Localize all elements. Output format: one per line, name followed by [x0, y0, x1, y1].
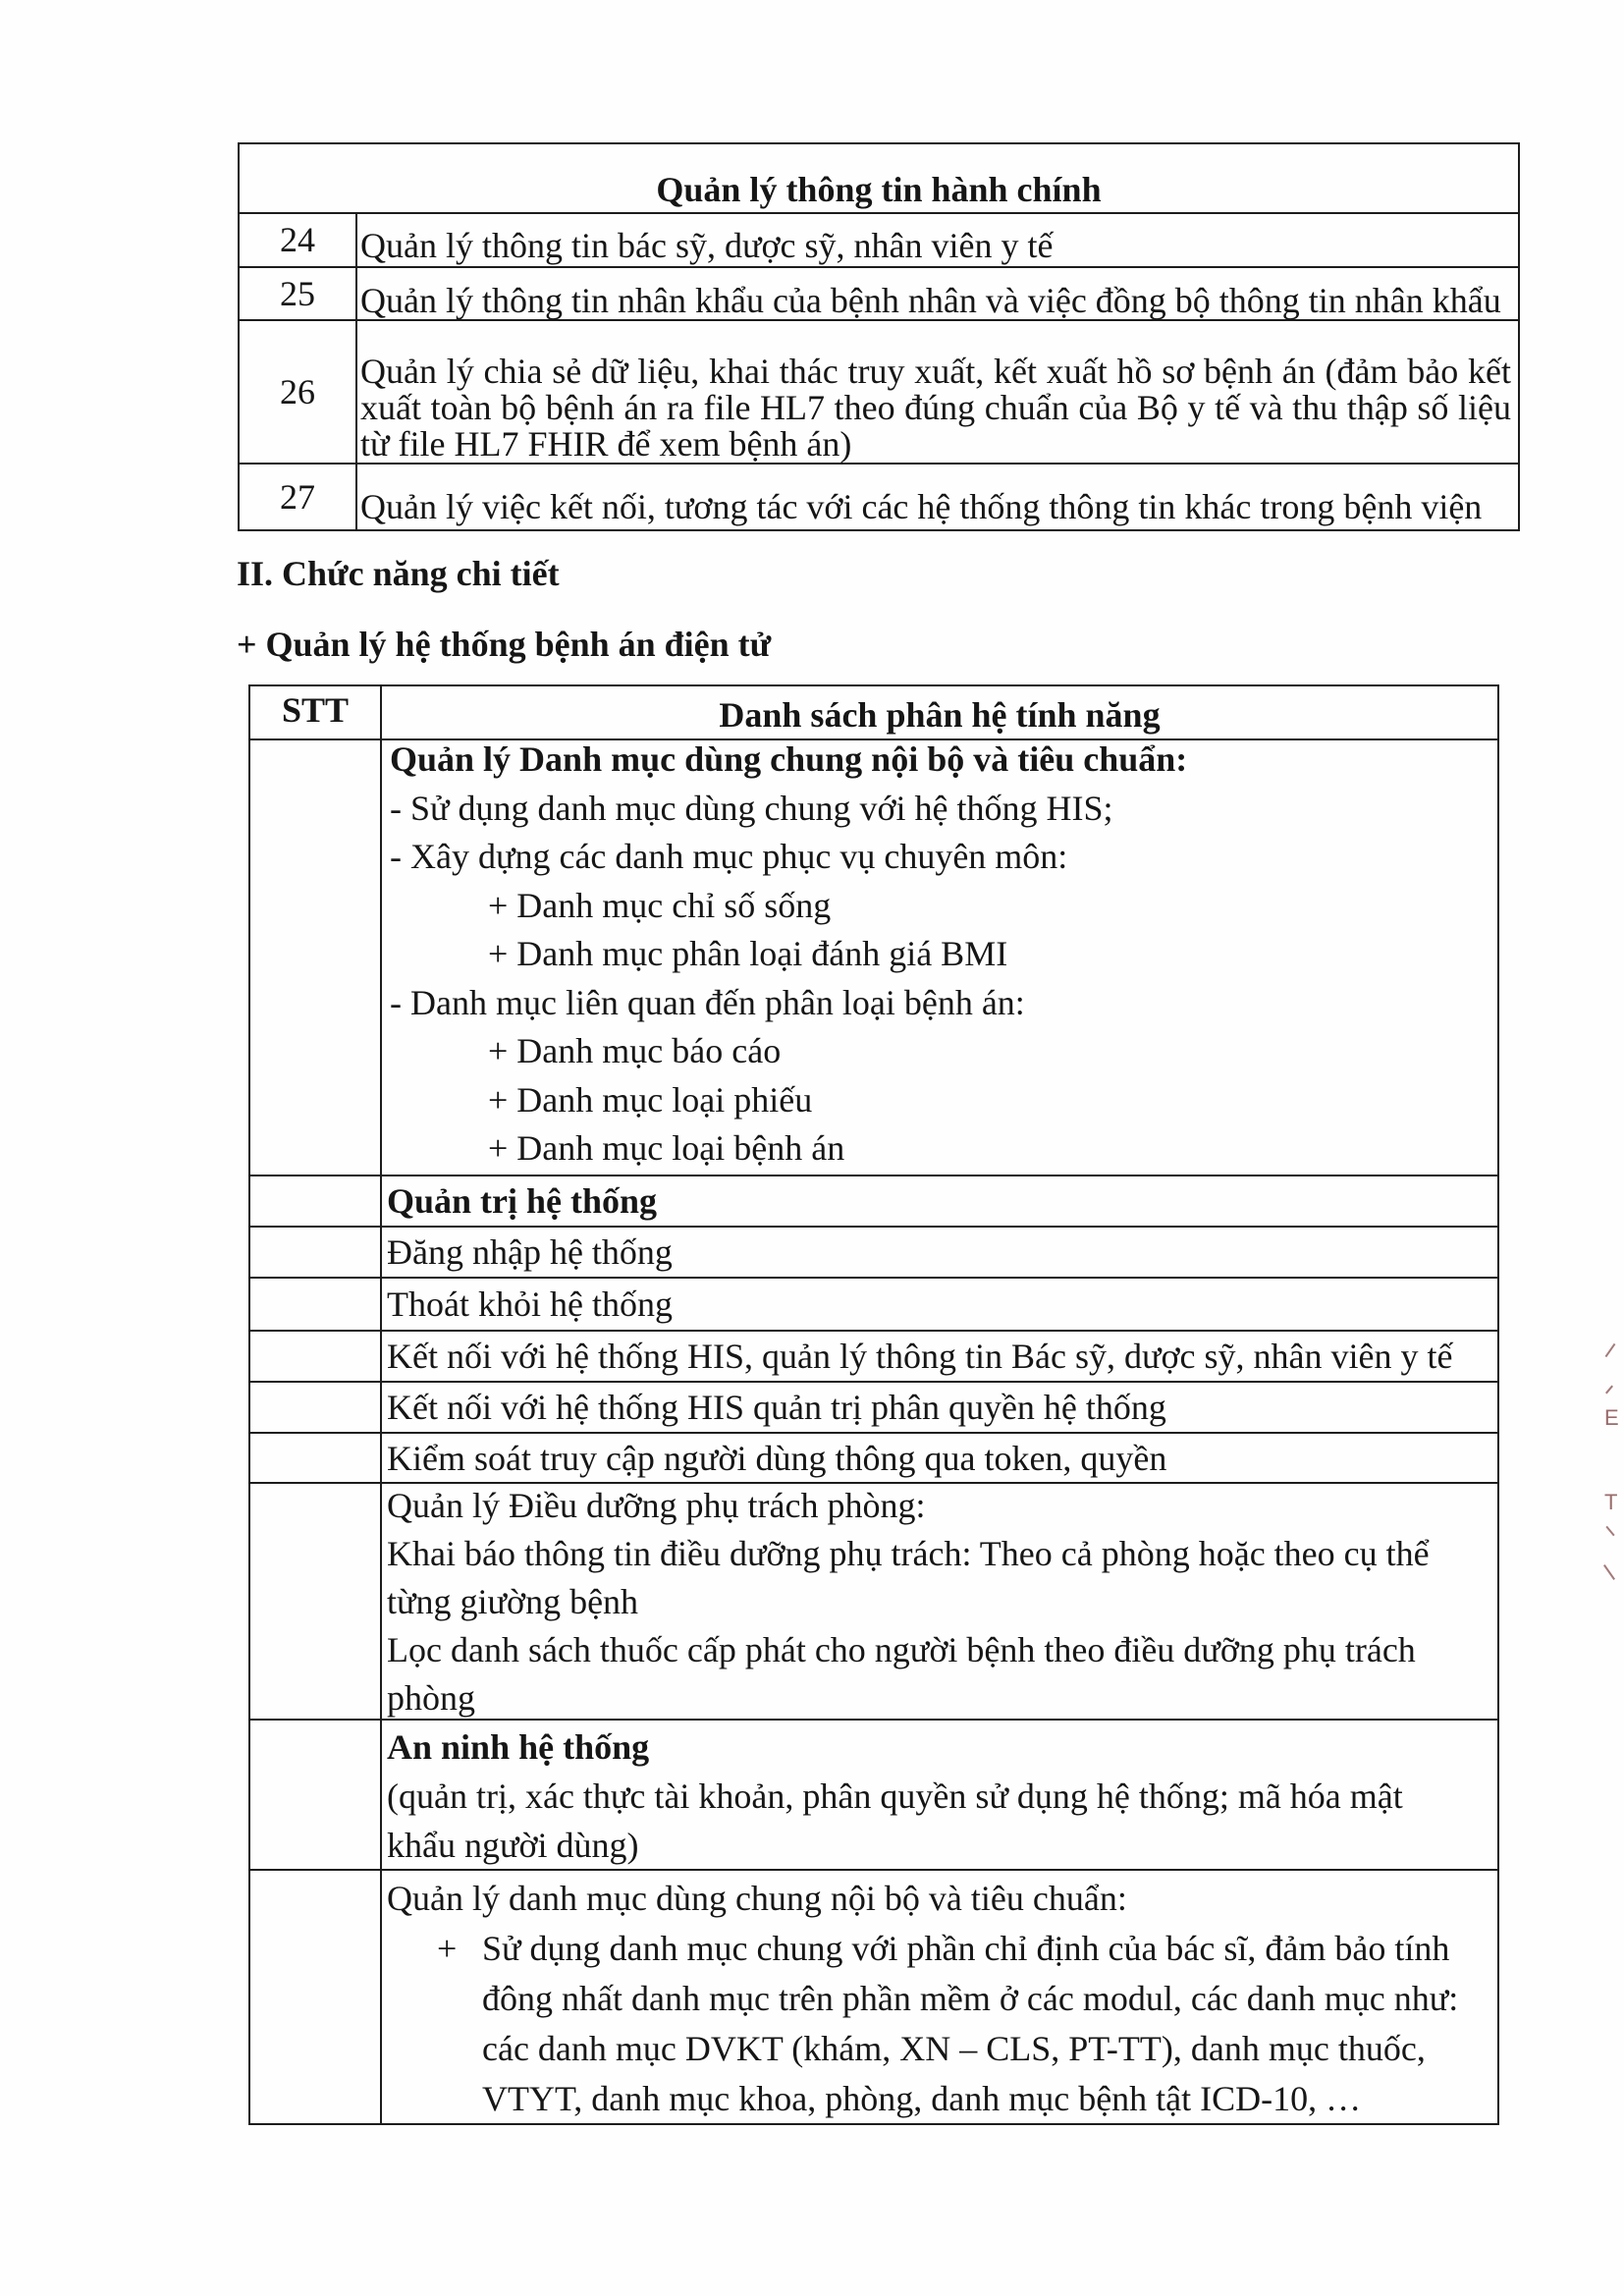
- stt-cell: [250, 740, 382, 1176]
- stt-cell: 27: [240, 465, 357, 531]
- stamp-stroke: [1603, 1564, 1615, 1580]
- stamp-letter: E: [1604, 1405, 1619, 1430]
- feature-text: Quản lý thông tin bác sỹ, dược sỹ, nhân viên y tế: [360, 226, 1054, 265]
- feature-cell: [382, 1721, 1499, 1871]
- feature-group-title: Quản trị hệ thống: [387, 1181, 658, 1221]
- feature-text-line: đông nhất danh mục trên phần mềm ở các modul, các danh mục như:: [482, 1979, 1459, 2018]
- stamp-fragment: [1598, 1336, 1622, 1591]
- feature-cell: [357, 321, 1520, 465]
- feature-text-line: Sử dụng danh mục chung với phần chỉ định của bác sĩ, đảm bảo tính: [482, 1929, 1450, 1968]
- stt-cell: 25: [240, 268, 357, 321]
- section-title: II. Chức năng chi tiết: [237, 554, 560, 593]
- stt-column-header: STT: [250, 686, 382, 740]
- feature-text-line: Lọc danh sách thuốc cấp phát cho người bệnh theo điều dưỡng phụ trách: [387, 1630, 1416, 1669]
- feature-text-line: VTYT, danh mục khoa, phòng, danh mục bệnh tật ICD-10, …: [482, 2079, 1362, 2118]
- feature-text-line: (quản trị, xác thực tài khoản, phân quyền sử dụng hệ thống; mã hóa mật: [387, 1777, 1403, 1816]
- sub-list-item: + Danh mục báo cáo: [488, 1031, 782, 1070]
- feature-text: Kết nối với hệ thống HIS, quản lý thông tin Bác sỹ, dược sỹ, nhân viên y tế: [387, 1337, 1453, 1376]
- bullet-item: [387, 1924, 1497, 2124]
- sub-list-item: + Danh mục phân loại đánh giá BMI: [488, 934, 1008, 973]
- stt-cell: [250, 1279, 382, 1332]
- feature-text-line: Quản lý chia sẻ dữ liệu, khai thác truy xuất, kết xuất hồ sơ bệnh án (đảm bảo kết: [360, 352, 1511, 391]
- feature-cell: [382, 1176, 1499, 1228]
- feature-text: Thoát khỏi hệ thống: [387, 1285, 673, 1324]
- feature-cell: [382, 1279, 1499, 1332]
- feature-text-line: phòng: [387, 1678, 475, 1718]
- stt-cell: [250, 1871, 382, 2125]
- feature-cell: [382, 1871, 1499, 2125]
- table-section-header: [240, 144, 1520, 214]
- stt-cell: [250, 1434, 382, 1484]
- stt-cell: [250, 1176, 382, 1228]
- list-item: - Danh mục liên quan đến phân loại bệnh án:: [390, 982, 1025, 1022]
- stt-cell: [250, 1484, 382, 1721]
- subsection-title: + Quản lý hệ thống bệnh án điện tử: [237, 625, 772, 664]
- feature-text: Kết nối với hệ thống HIS quản trị phân quyền hệ thống: [387, 1388, 1166, 1427]
- stt-cell: 26: [240, 321, 357, 465]
- feature-cell: [357, 268, 1520, 321]
- stamp-letter: T: [1604, 1490, 1618, 1514]
- stamp-stroke: [1605, 1526, 1614, 1536]
- feature-cell: [382, 1484, 1499, 1721]
- feature-text: Kiểm soát truy cập người dùng thông qua token, quyền: [387, 1438, 1167, 1478]
- stt-cell: 24: [240, 214, 357, 268]
- stamp-stroke: [1605, 1343, 1616, 1357]
- list-item: - Sử dụng danh mục dùng chung với hệ thống HIS;: [390, 788, 1113, 828]
- bullet-marker: +: [437, 1929, 458, 1968]
- stt-cell: [250, 1228, 382, 1279]
- sub-list-item: + Danh mục loại bệnh án: [488, 1128, 845, 1168]
- feature-group-title: Quản lý Điều dưỡng phụ trách phòng:: [387, 1486, 926, 1525]
- emr-feature-table: [248, 684, 1499, 2125]
- sub-list-item: + Danh mục loại phiếu: [488, 1079, 813, 1120]
- feature-cell: [382, 1383, 1499, 1434]
- feature-text-line: các danh mục DVKT (khám, XN – CLS, PT-TT), danh mục thuốc,: [482, 2029, 1426, 2068]
- stt-cell: [250, 1721, 382, 1871]
- feature-text-line: khẩu người dùng): [387, 1826, 639, 1865]
- feature-text-line: từng giường bệnh: [387, 1582, 639, 1621]
- feature-group-title: Quản lý Danh mục dùng chung nội bộ và tiêu chuẩn:: [390, 739, 1188, 779]
- feature-text-line: từ file HL7 FHIR để xem bệnh án): [360, 424, 852, 464]
- feature-cell: [382, 740, 1499, 1176]
- stt-cell: [250, 1383, 382, 1434]
- admin-info-table: [238, 142, 1520, 531]
- feature-text-line: Khai báo thông tin điều dưỡng phụ trách: Theo cả phòng hoặc theo cụ thể: [387, 1534, 1430, 1573]
- bullet-text: [482, 1924, 1458, 2124]
- feature-cell: [382, 1332, 1499, 1383]
- feature-text: Quản lý thông tin nhân khẩu của bệnh nhân và việc đồng bộ thông tin nhân khẩu: [360, 281, 1501, 320]
- feature-column-header: Danh sách phân hệ tính năng: [382, 686, 1499, 740]
- stt-cell: [250, 1332, 382, 1383]
- section-header-label: Quản lý thông tin hành chính: [656, 170, 1102, 209]
- list-item: - Xây dựng các danh mục phục vụ chuyên môn:: [390, 837, 1068, 876]
- feature-text: Quản lý việc kết nối, tương tác với các hệ thống thông tin khác trong bệnh viện: [360, 487, 1483, 526]
- feature-cell: [357, 465, 1520, 531]
- feature-text: Đăng nhập hệ thống: [387, 1232, 673, 1272]
- feature-group-title: Quản lý danh mục dùng chung nội bộ và tiêu chuẩn:: [387, 1879, 1127, 1918]
- feature-group-title: An ninh hệ thống: [387, 1727, 650, 1767]
- stamp-stroke: [1605, 1386, 1613, 1394]
- sub-list-item: + Danh mục chỉ số sống: [488, 885, 832, 925]
- feature-cell: [357, 214, 1520, 268]
- feature-cell: [382, 1228, 1499, 1279]
- feature-text-line: xuất toàn bộ bệnh án ra file HL7 theo đúng chuẩn của Bộ y tế và thu thập số liệu: [360, 388, 1511, 427]
- feature-cell: [382, 1434, 1499, 1484]
